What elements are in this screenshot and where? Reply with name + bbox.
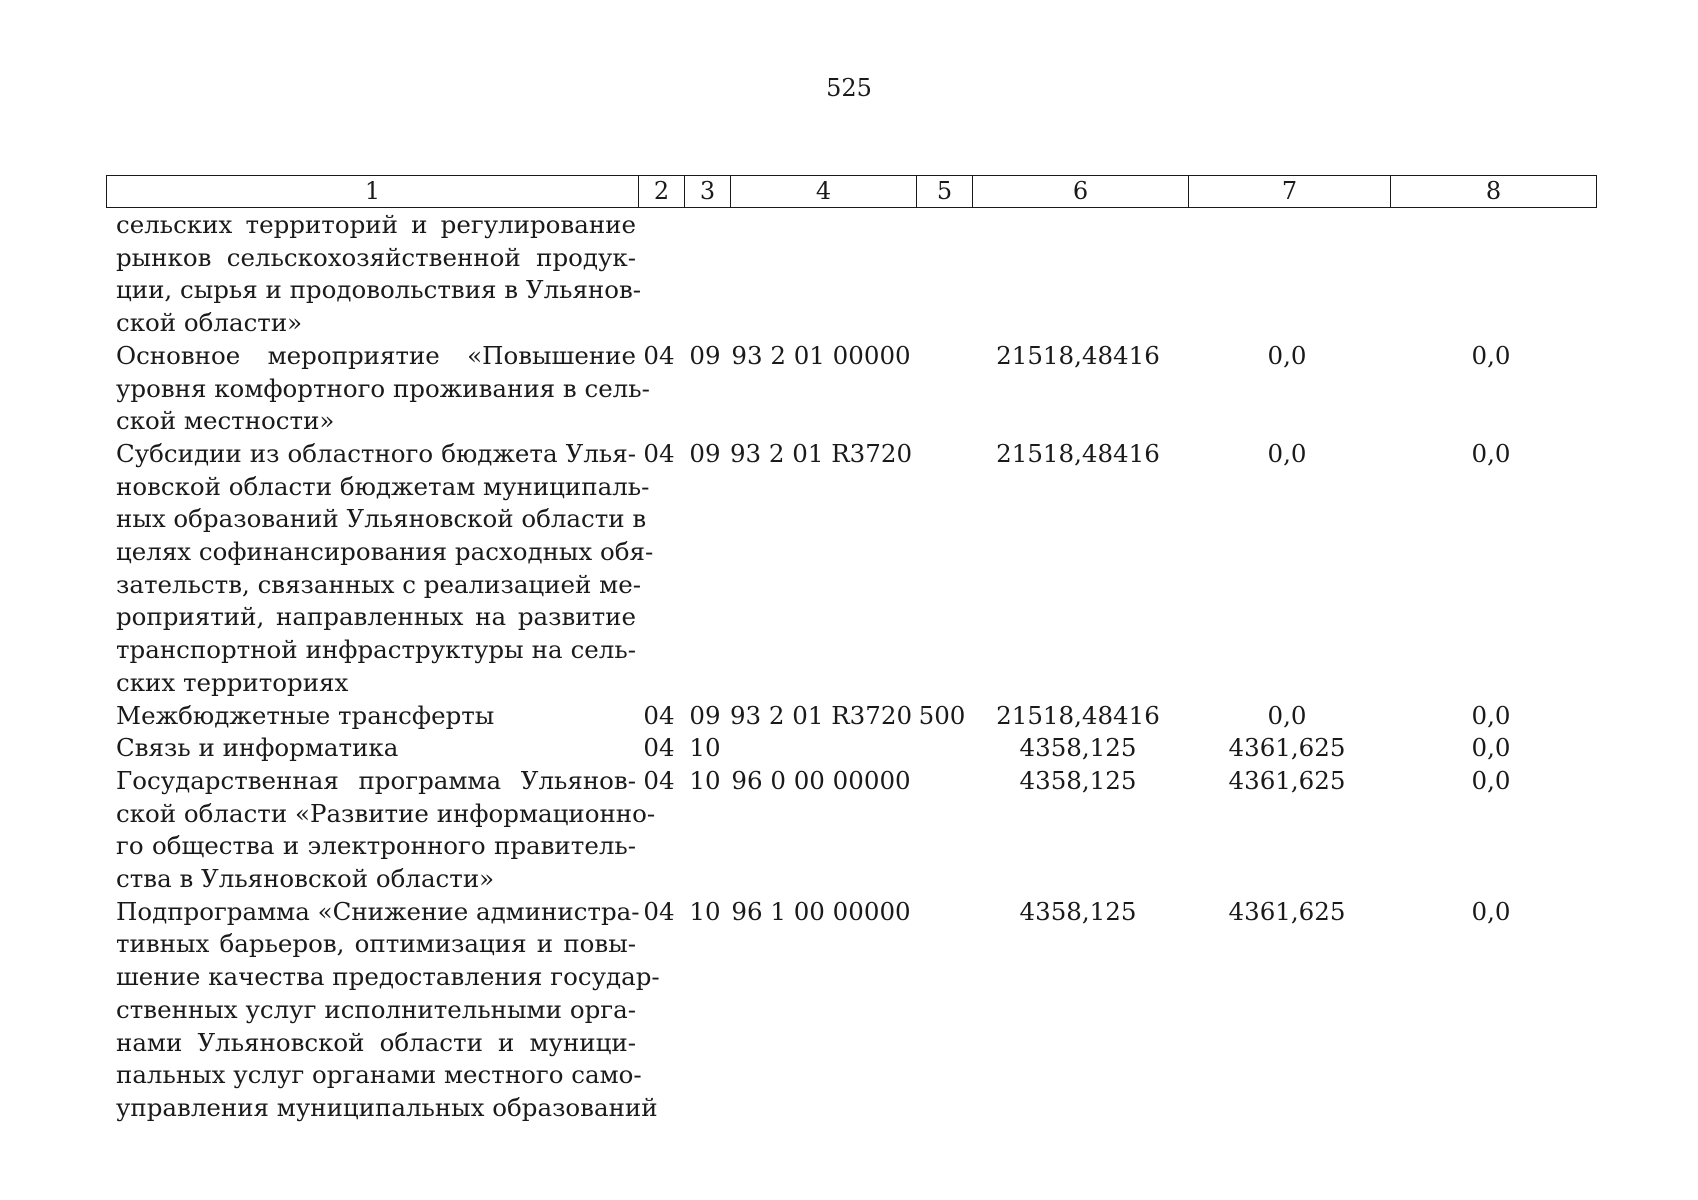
- target-article-code: 96 1 00 00000: [731, 896, 911, 926]
- row-description: [106, 732, 636, 765]
- column-header-row: [107, 176, 1597, 208]
- column-header: 3: [685, 176, 731, 208]
- amount-col-6: 21518,48416: [996, 438, 1160, 468]
- table-row: [106, 896, 1596, 1125]
- table-row: [106, 209, 1596, 340]
- amount-col-8: 0,0: [1471, 340, 1511, 370]
- subsection-code: 09: [689, 340, 721, 370]
- expense-type-code: 500: [918, 700, 966, 730]
- amount-col-7: 4361,625: [1228, 765, 1346, 795]
- description-line: рынков сельскохозяйственной продук-: [116, 242, 636, 272]
- column-header: 1: [107, 176, 639, 208]
- column-header: 4: [731, 176, 917, 208]
- description-line: зательств, связанных с реализацией ме-: [116, 569, 641, 599]
- amount-col-8: 0,0: [1471, 733, 1511, 763]
- description-line: ской области «Развитие информационно-: [116, 798, 656, 828]
- subsection-code: 10: [689, 896, 721, 926]
- section-code: 04: [643, 700, 675, 730]
- description-line: Основное мероприятие «Повышение: [116, 340, 636, 370]
- column-header-table: [106, 175, 1597, 208]
- target-article-code: 93 2 01 R3720: [729, 700, 913, 730]
- description-line: ской области»: [116, 308, 303, 338]
- budget-table-body: [106, 209, 1596, 1125]
- section-code: 04: [643, 896, 675, 926]
- table-row: [106, 700, 1596, 733]
- description-line: ства в Ульяновской области»: [116, 864, 495, 894]
- row-description: [106, 438, 654, 700]
- amount-col-7: 0,0: [1267, 340, 1307, 370]
- description-line: Государственная программа Ульянов-: [116, 765, 636, 795]
- description-line: ции, сырья и продовольствия в Ульянов-: [116, 275, 642, 305]
- column-header: 8: [1391, 176, 1597, 208]
- description-line: транспортной инфраструктуры на сель-: [116, 635, 636, 665]
- subsection-code: 10: [689, 765, 721, 795]
- description-line: роприятий, направленных на развитие: [116, 602, 636, 632]
- description-line: уровня комфортного проживания в сель-: [116, 373, 650, 403]
- description-line: Субсидии из областного бюджета Улья-: [116, 438, 636, 468]
- description-line: пальных услуг органами местного само-: [116, 1060, 642, 1090]
- target-article-code: 93 2 01 00000: [731, 340, 911, 370]
- amount-col-7: 4361,625: [1228, 896, 1346, 926]
- amount-col-8: 0,0: [1471, 765, 1511, 795]
- amount-col-7: 4361,625: [1228, 733, 1346, 763]
- target-article-code: 93 2 01 R3720: [729, 438, 913, 468]
- column-header: 7: [1189, 176, 1391, 208]
- page-number: 525: [826, 74, 872, 102]
- target-article-code: 96 0 00 00000: [731, 765, 911, 795]
- subsection-code: 10: [689, 733, 721, 763]
- description-line: ской местности»: [116, 406, 335, 436]
- description-line: ственных услуг исполнительными орга-: [116, 994, 636, 1024]
- subsection-code: 09: [689, 438, 721, 468]
- section-code: 04: [643, 340, 675, 370]
- amount-col-7: 0,0: [1267, 700, 1307, 730]
- section-code: 04: [643, 765, 675, 795]
- amount-col-6: 4358,125: [1019, 765, 1137, 795]
- description-line: го общества и электронного правитель-: [116, 831, 636, 861]
- table-row: [106, 438, 1596, 700]
- description-line: ских территориях: [116, 667, 349, 697]
- amount-col-8: 0,0: [1471, 700, 1511, 730]
- description-line: тивных барьеров, оптимизация и повы-: [116, 929, 636, 959]
- section-code: 04: [643, 733, 675, 763]
- row-description: [106, 700, 636, 733]
- amount-col-6: 21518,48416: [996, 340, 1160, 370]
- description-line: шение качества предоставления государ-: [116, 962, 660, 992]
- amount-col-6: 4358,125: [1019, 896, 1137, 926]
- description-line: Межбюджетные трансферты: [116, 700, 495, 730]
- column-header: 6: [973, 176, 1189, 208]
- amount-col-8: 0,0: [1471, 438, 1511, 468]
- description-line: ных образований Ульяновской области в: [116, 504, 647, 534]
- table-row: [106, 340, 1596, 438]
- section-code: 04: [643, 438, 675, 468]
- table-row: [106, 765, 1596, 896]
- row-description: [106, 209, 642, 340]
- amount-col-6: 4358,125: [1019, 733, 1137, 763]
- table-row: [106, 732, 1596, 765]
- amount-col-6: 21518,48416: [996, 700, 1160, 730]
- description-line: нами Ульяновской области и муници-: [116, 1027, 636, 1057]
- subsection-code: 09: [689, 700, 721, 730]
- description-line: Подпрограмма «Снижение администра-: [116, 896, 640, 926]
- description-line: сельских территорий и регулирование: [116, 210, 636, 239]
- amount-col-8: 0,0: [1471, 896, 1511, 926]
- amount-col-7: 0,0: [1267, 438, 1307, 468]
- row-description: [106, 340, 650, 438]
- row-description: [106, 765, 656, 896]
- description-line: новской области бюджетам муниципаль-: [116, 471, 650, 501]
- column-header: 2: [639, 176, 685, 208]
- column-header: 5: [917, 176, 973, 208]
- description-line: целях софинансирования расходных обя-: [116, 537, 654, 567]
- description-line: управления муниципальных образований: [116, 1092, 658, 1122]
- description-line: Связь и информатика: [116, 733, 399, 763]
